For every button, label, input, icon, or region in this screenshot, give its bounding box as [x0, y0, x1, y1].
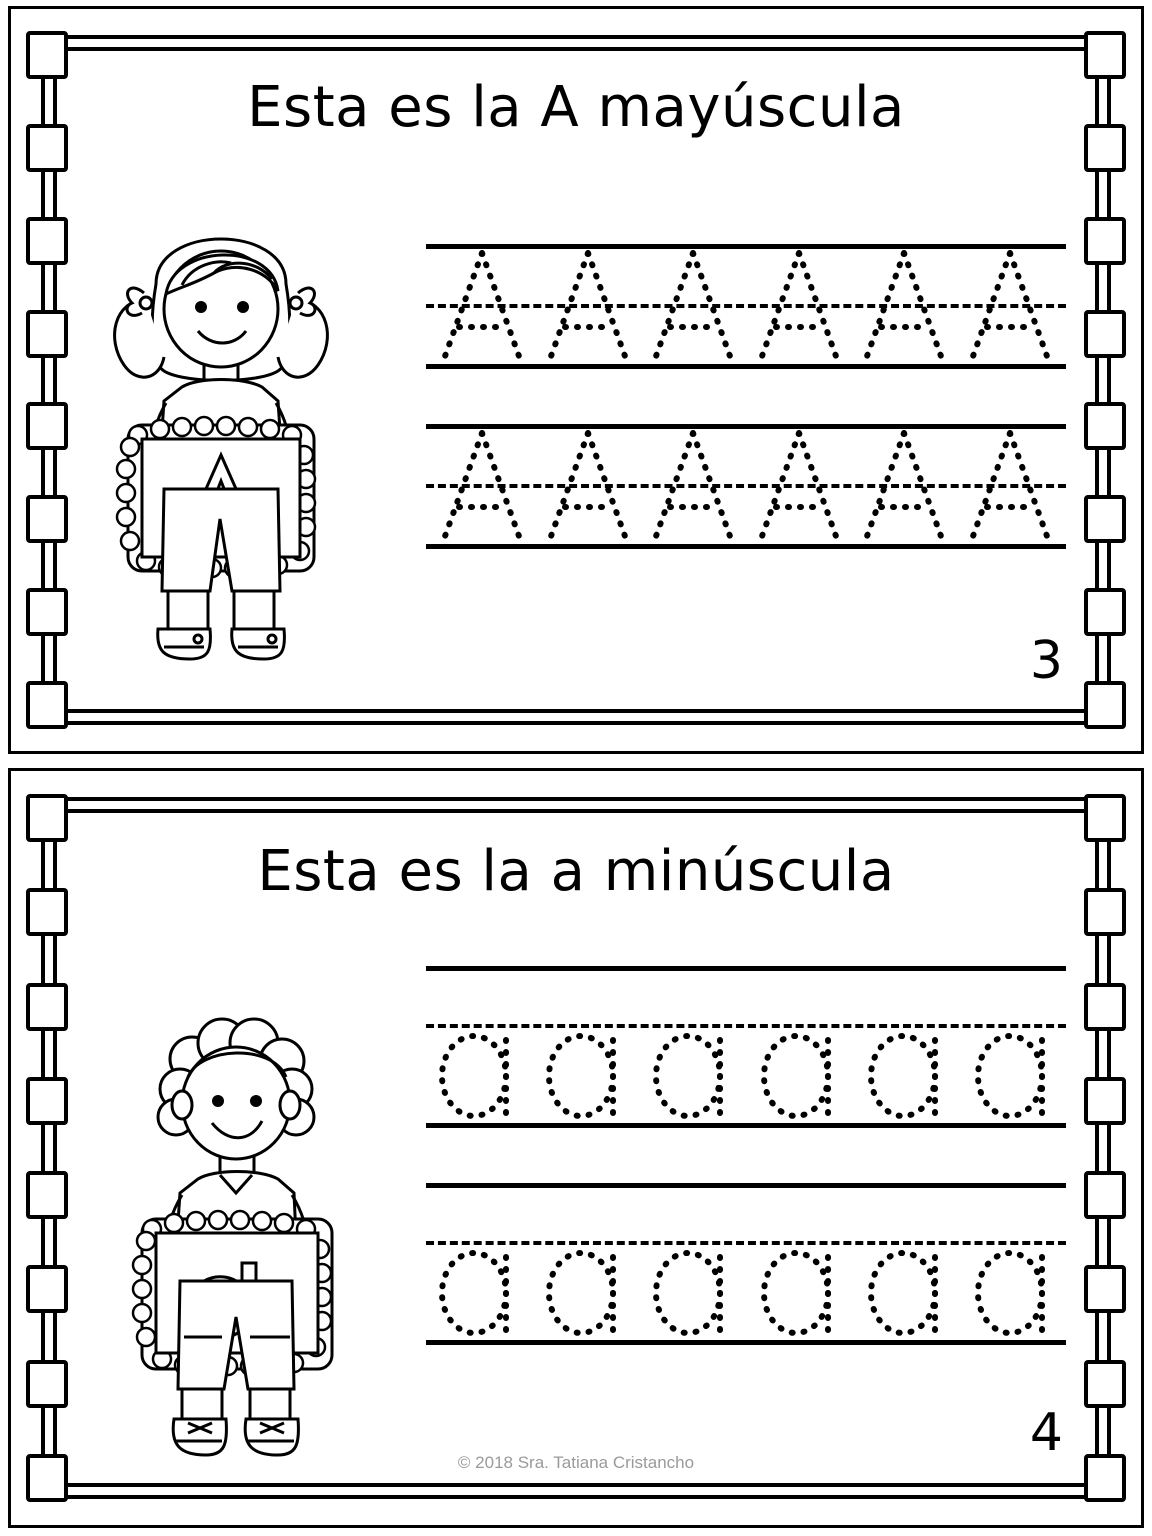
chain-link-icon	[26, 1077, 68, 1125]
dotted-letter-A[interactable]	[540, 427, 636, 545]
chain-link-icon	[1084, 1360, 1126, 1408]
girl-illustration	[86, 189, 356, 689]
boy-illustration	[96, 981, 366, 1481]
handwriting-top-line	[426, 1183, 1066, 1188]
chain-link-icon	[26, 588, 68, 636]
chain-link-icon	[26, 217, 68, 265]
dotted-letter-a[interactable]	[970, 1018, 1058, 1122]
chain-link-icon	[1084, 1171, 1126, 1219]
handwriting-top-line	[426, 966, 1066, 971]
chain-link-icon	[1084, 983, 1126, 1031]
tracing-row[interactable]	[426, 424, 1066, 549]
chain-link-icon	[1084, 310, 1126, 358]
page-number: 3	[1029, 631, 1063, 691]
chain-link-icon	[1084, 1265, 1126, 1313]
dotted-letter-a[interactable]	[434, 1235, 522, 1339]
chain-link-icon	[26, 1360, 68, 1408]
dotted-letter-a[interactable]	[541, 1235, 629, 1339]
dotted-letter-A[interactable]	[962, 247, 1058, 365]
tracing-practice-area-uppercase	[426, 244, 1066, 574]
chain-link-icon	[1084, 495, 1126, 543]
worksheet-page-lowercase	[8, 768, 1144, 1528]
tracing-glyph-group	[434, 248, 1058, 365]
dotted-letter-a[interactable]	[970, 1235, 1058, 1339]
chain-link-icon	[1084, 402, 1126, 450]
chain-link-icon	[1084, 794, 1126, 842]
chain-link-icon	[26, 402, 68, 450]
tracing-glyph-group	[434, 1022, 1058, 1122]
dotted-letter-a[interactable]	[756, 1235, 844, 1339]
dotted-letter-a[interactable]	[648, 1018, 736, 1122]
dotted-letter-a[interactable]	[434, 1018, 522, 1122]
dotted-letter-a[interactable]	[863, 1235, 951, 1339]
dotted-letter-A[interactable]	[856, 427, 952, 545]
chain-link-icon	[1084, 588, 1126, 636]
page-title: Esta es la A mayúscula	[247, 75, 905, 140]
chain-link-icon	[26, 310, 68, 358]
dotted-letter-A[interactable]	[434, 247, 530, 365]
tracing-glyph-group	[434, 428, 1058, 545]
chain-link-icon	[26, 681, 68, 729]
chain-link-icon	[26, 1171, 68, 1219]
page-number: 4	[1029, 1403, 1063, 1463]
dotted-letter-A[interactable]	[645, 427, 741, 545]
tracing-glyph-group	[434, 1239, 1058, 1339]
dotted-letter-A[interactable]	[856, 247, 952, 365]
dotted-letter-A[interactable]	[962, 427, 1058, 545]
tracing-row[interactable]	[426, 244, 1066, 369]
chain-link-icon	[1084, 1077, 1126, 1125]
chain-link-icon	[1084, 681, 1126, 729]
chain-link-icon	[26, 983, 68, 1031]
dotted-letter-A[interactable]	[751, 247, 847, 365]
handwriting-bottom-line	[426, 1340, 1066, 1345]
dotted-letter-A[interactable]	[434, 427, 530, 545]
tracing-row[interactable]	[426, 966, 1066, 1128]
dotted-letter-a[interactable]	[648, 1235, 736, 1339]
dotted-letter-a[interactable]	[756, 1018, 844, 1122]
dotted-letter-a[interactable]	[541, 1018, 629, 1122]
handwriting-bottom-line	[426, 1123, 1066, 1128]
tracing-practice-area-lowercase	[426, 966, 1066, 1356]
chain-link-icon	[26, 794, 68, 842]
chain-link-icon	[26, 495, 68, 543]
chain-link-icon	[26, 31, 68, 79]
dotted-letter-A[interactable]	[751, 427, 847, 545]
worksheet-page-uppercase	[8, 6, 1144, 754]
dotted-letter-A[interactable]	[645, 247, 741, 365]
page-title: Esta es la a minúscula	[257, 839, 895, 904]
dotted-letter-a[interactable]	[863, 1018, 951, 1122]
chain-link-icon	[26, 1265, 68, 1313]
copyright-notice: © 2018 Sra. Tatiana Cristancho	[457, 1453, 695, 1472]
chain-link-icon	[1084, 217, 1126, 265]
dotted-letter-A[interactable]	[540, 247, 636, 365]
chain-link-icon	[1084, 31, 1126, 79]
tracing-row[interactable]	[426, 1183, 1066, 1345]
